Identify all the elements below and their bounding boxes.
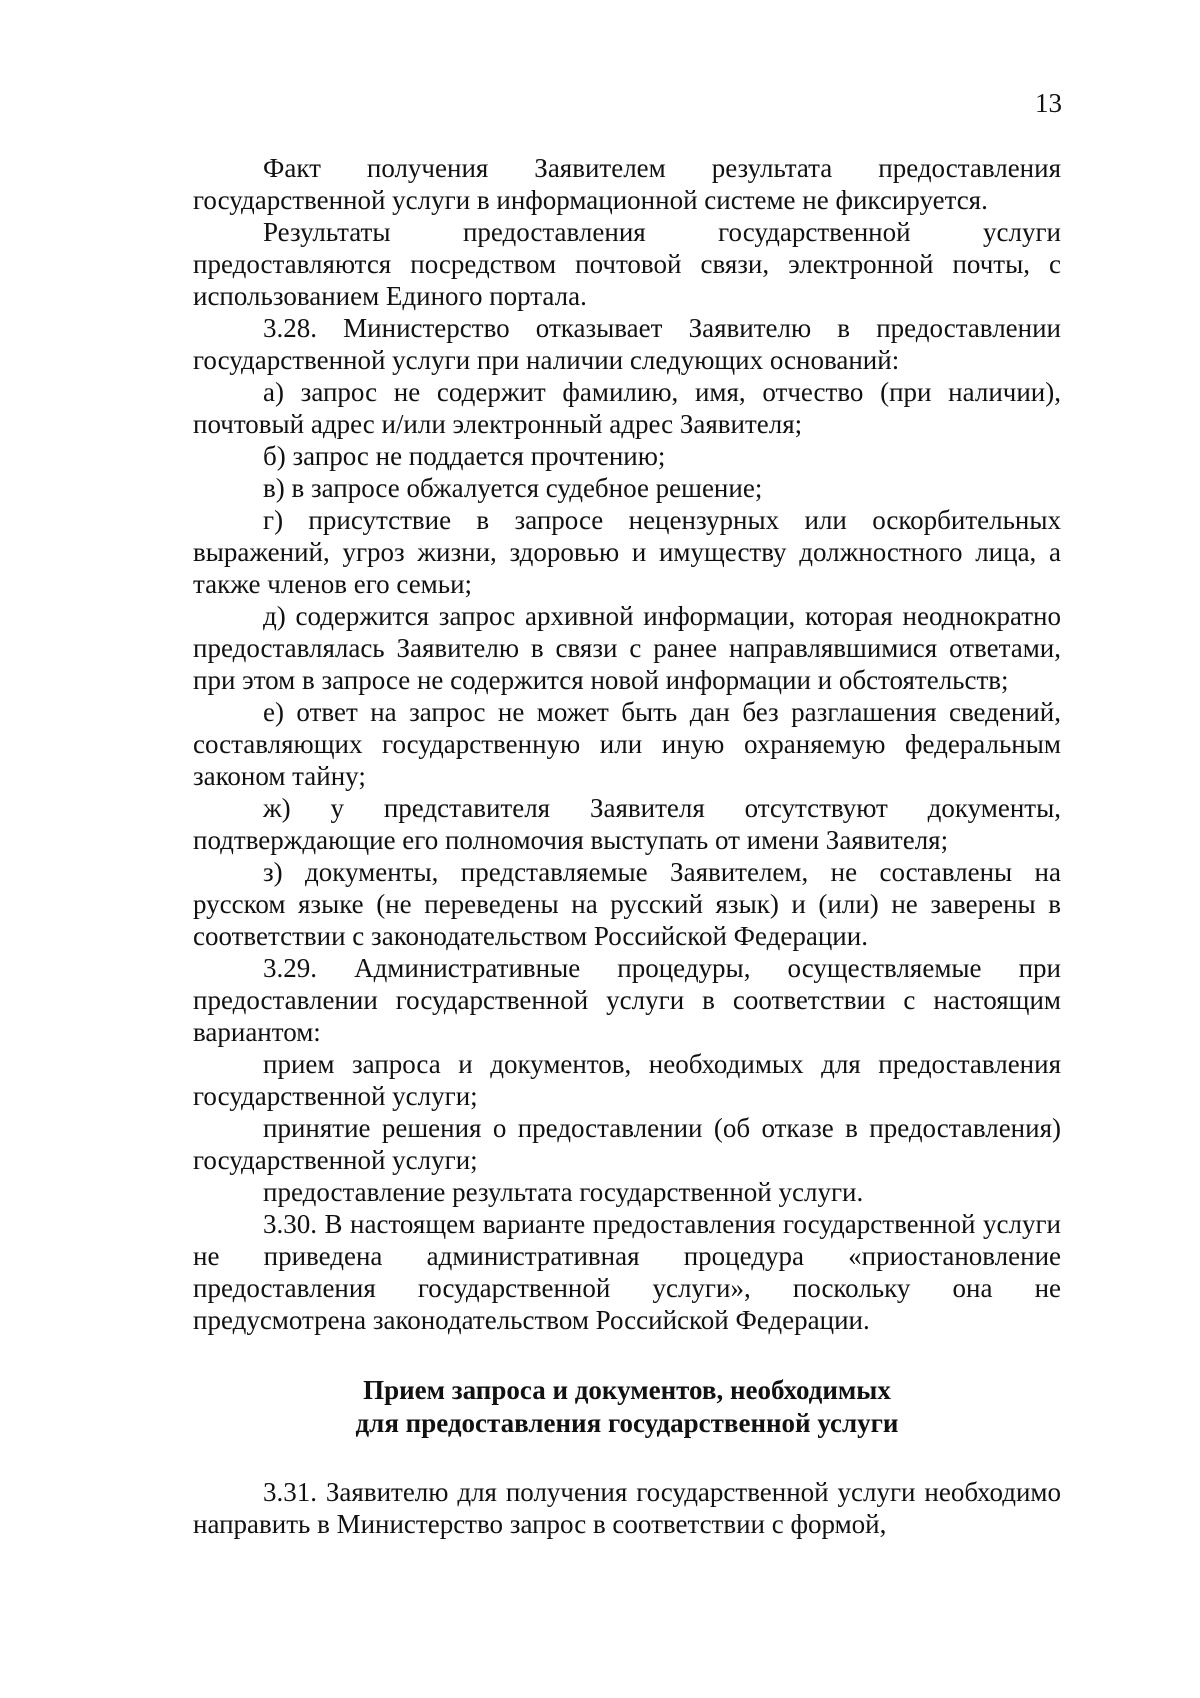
section-heading bbox=[193, 1374, 1061, 1440]
refusal-ground-v: в) в запросе обжалуется судебное решение; bbox=[263, 473, 763, 503]
paragraph-fact-not-recorded: Факт получения Заявителем результата предоставления государственной услуги в информационной системе не фиксируется. bbox=[193, 153, 1061, 215]
procedure-item-reception: прием запроса и документов, необходимых для предоставления государственной услуги; bbox=[193, 1049, 1061, 1111]
page-number: 13 bbox=[1035, 88, 1062, 118]
paragraph-3-29: 3.29. Административные процедуры, осуществляемые при предоставлении государственной услуги в соответствии с настоящим вариантом: bbox=[193, 953, 1061, 1047]
paragraph-3-31: 3.31. Заявителю для получения государственной услуги необходимо направить в Министерство запрос в соответствии с формой, bbox=[193, 1477, 1061, 1539]
refusal-ground-g: г) присутствие в запросе нецензурных или оскорбительных выражений, угроз жизни, здоровью и имуществу должностного лица, а также членов его семьи; bbox=[193, 505, 1061, 599]
refusal-ground-e: е) ответ на запрос не может быть дан без разглашения сведений, составляющих государственную или иную охраняемую федеральным законом тайну; bbox=[193, 697, 1061, 791]
refusal-ground-z: з) документы, представляемые Заявителем, не составлены на русском языке (не переведены на русский язык) и (или) не заверены в соответствии с законодательством Российской Федерации. bbox=[193, 857, 1061, 951]
procedure-item-result: предоставление результата государственной услуги. bbox=[263, 1177, 864, 1207]
refusal-ground-zh: ж) у представителя Заявителя отсутствуют документы, подтверждающие его полномочия выступать от имени Заявителя; bbox=[193, 793, 1061, 855]
section-heading-line-1: Прием запроса и документов, необходимых bbox=[363, 1375, 891, 1405]
refusal-ground-a: а) запрос не содержит фамилию, имя, отчество (при наличии), почтовый адрес и/или электронный адрес Заявителя; bbox=[193, 377, 1061, 439]
refusal-ground-b: б) запрос не поддается прочтению; bbox=[263, 441, 666, 471]
procedure-item-decision: принятие решения о предоставлении (об отказе в предоставления) государственной услуги; bbox=[193, 1113, 1061, 1175]
section-heading-line-2: для предоставления государственной услуги bbox=[355, 1408, 899, 1438]
paragraph-3-28: 3.28. Министерство отказывает Заявителю в предоставлении государственной услуги при наличии следующих оснований: bbox=[193, 313, 1061, 375]
paragraph-results-delivery: Результаты предоставления государственной услуги предоставляются посредством почтовой связи, электронной почты, с использованием Единого портала. bbox=[193, 217, 1061, 311]
refusal-ground-d: д) содержится запрос архивной информации, которая неоднократно предоставлялась Заявителю в связи с ранее направлявшимися ответами, при этом в запросе не содержится новой информации и обстоятельств; bbox=[193, 601, 1061, 695]
paragraph-3-30: 3.30. В настоящем варианте предоставления государственной услуги не приведена административная процедура «приостановление предоставления государственной услуги», поскольку она не предусмотрена законодательством Российской Федерации. bbox=[193, 1209, 1061, 1335]
document-body bbox=[193, 152, 1061, 1540]
